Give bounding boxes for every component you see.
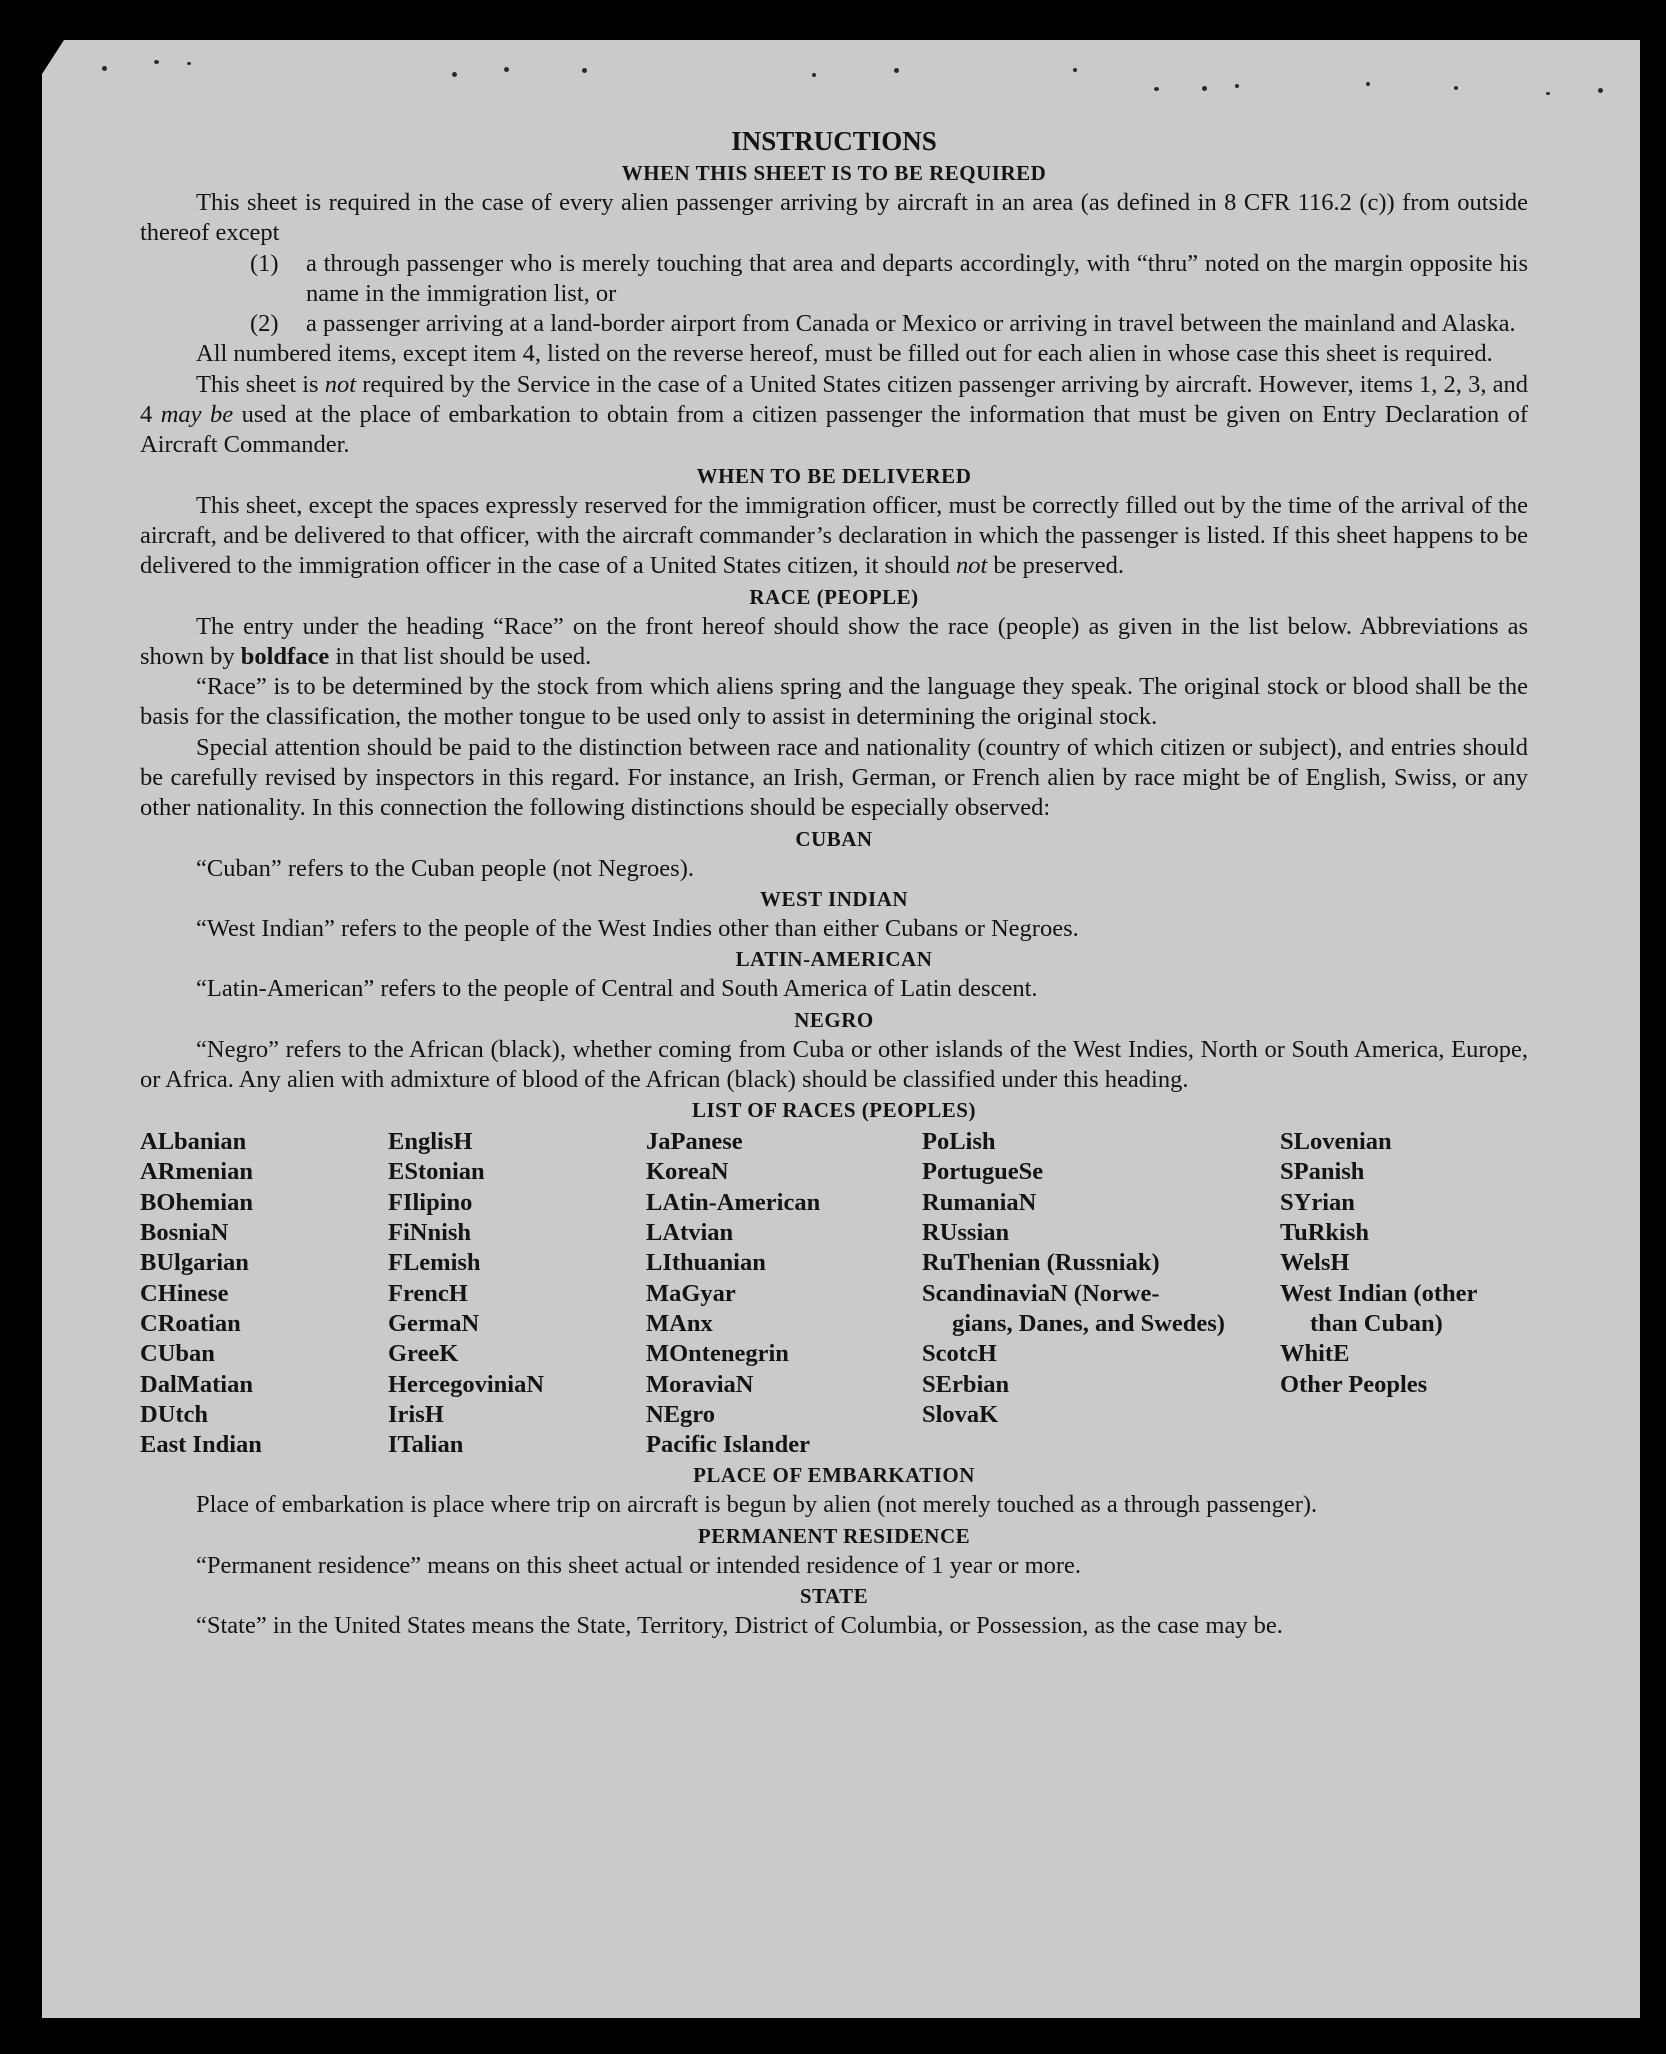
race-paragraph-1: The entry under the heading “Race” on the front hereof should show the race (people) as given in the list below. Abbreviations as shown by boldface in that list should be used. <box>140 612 1528 670</box>
heading-latin-american: LATIN-AMERICAN <box>735 947 933 972</box>
race-item: BosniaN <box>140 1219 229 1247</box>
heading-race: RACE (PEOPLE) <box>749 584 919 609</box>
race-item: RUssian <box>922 1219 1010 1247</box>
citizen-paragraph: This sheet is not required by the Service in the case of a United States citizen passenger arriving by aircraft. However, items 1, 2, 3, and 4 may be used at the place of embarkation to obtain from a citizen passenger the information that must be given on Entry Declaration of Aircraft Commander. <box>140 370 1529 459</box>
race-item: MoraviaN <box>646 1370 754 1398</box>
definition-cuban: “Cuban” refers to the Cuban people (not Negroes). <box>196 854 694 882</box>
race-item: CHinese <box>140 1279 229 1307</box>
race-item-west-indian: West Indian (other than Cuban) <box>1280 1279 1478 1337</box>
race-item: SLovenian <box>1280 1128 1392 1156</box>
heading-west-indian: WEST INDIAN <box>759 886 909 911</box>
race-item: JaPanese <box>646 1128 743 1156</box>
race-column-5 <box>1280 1127 1528 1460</box>
heading-permanent-residence: PERMANENT RESIDENCE <box>697 1523 971 1548</box>
race-item: Other Peoples <box>1280 1370 1428 1398</box>
race-item: PortugueSe <box>922 1158 1044 1186</box>
race-item: CUban <box>140 1340 215 1368</box>
race-item: LIthuanian <box>646 1249 766 1277</box>
race-item: SPanish <box>1280 1158 1365 1186</box>
numbered-items-paragraph: All numbered items, except item 4, listed on the reverse hereof, must be filled out for each alien in whose case this sheet is required. <box>196 340 1493 368</box>
race-item: EStonian <box>388 1158 485 1186</box>
heading-list-of-races: LIST OF RACES (PEOPLES) <box>692 1098 976 1123</box>
permanent-residence-text: “Permanent residence” means on this sheet actual or intended residence of 1 year or more. <box>196 1551 1082 1579</box>
race-item: SlovaK <box>922 1400 999 1428</box>
race-item: ARmenian <box>140 1158 253 1186</box>
heading-when-required: WHEN THIS SHEET IS TO BE REQUIRED <box>621 161 1047 185</box>
race-item: WhitE <box>1280 1340 1350 1368</box>
race-column-2 <box>388 1127 646 1460</box>
heading-when-delivered: WHEN TO BE DELIVERED <box>696 463 972 488</box>
race-item: DalMatian <box>140 1370 253 1398</box>
race-item: FiNnish <box>388 1219 472 1247</box>
state-text: “State” in the United States means the State, Territory, District of Columbia, or Possession, as the case may be. <box>196 1611 1283 1639</box>
page-title: INSTRUCTIONS <box>731 126 937 156</box>
when-required-intro: This sheet is required in the case of every alien passenger arriving by aircraft in an area (as defined in 8 CFR 116.2 (c)) from outside thereof except <box>140 189 1528 247</box>
heading-state: STATE <box>799 1583 869 1608</box>
definition-negro: “Negro” refers to the African (black), whether coming from Cuba or other islands of the West Indies, North or South America, Europe, or Africa. Any alien with admixture of blood of the African (black) should be classified under this heading. <box>140 1035 1528 1093</box>
race-item: TuRkish <box>1280 1219 1370 1247</box>
race-item: GermaN <box>388 1309 480 1337</box>
race-item: ALbanian <box>140 1128 247 1156</box>
race-item: RumaniaN <box>922 1188 1037 1216</box>
race-item: SErbian <box>922 1370 1010 1398</box>
race-item: RuThenian (Russniak) <box>922 1249 1160 1277</box>
scan-artifacts <box>42 40 1640 120</box>
race-item: FrencH <box>388 1279 468 1307</box>
race-item: Pacific Islander <box>646 1431 810 1459</box>
race-item: WelsH <box>1280 1249 1350 1277</box>
heading-negro: NEGRO <box>794 1007 874 1032</box>
race-column-3 <box>646 1127 922 1460</box>
race-item: FIlipino <box>388 1188 473 1216</box>
race-item: SYrian <box>1280 1188 1355 1216</box>
race-item: KoreaN <box>646 1158 729 1186</box>
race-paragraph-3: Special attention should be paid to the distinction between race and nationality (country of which citizen or subject), and entries should be carefully revised by inspectors in this regard. For instance, an Irish, German, or French alien by race might be of English, Swiss, or any other nationality. In this connection the following distinctions should be especially observed: <box>140 733 1528 822</box>
race-item-scandinavian: ScandinaviaN (Norwe- gians, Danes, and Swedes) <box>922 1279 1225 1337</box>
instructions-content <box>140 124 1528 1641</box>
race-item: DUtch <box>140 1400 209 1428</box>
place-of-embarkation-text: Place of embarkation is place where trip on aircraft is begun by alien (not merely touched as a through passenger). <box>196 1491 1318 1519</box>
race-item: ScotcH <box>922 1340 997 1368</box>
when-delivered-paragraph: This sheet, except the spaces expressly reserved for the immigration officer, must be correctly filled out by the time of the arrival of the aircraft, and be delivered to that officer, with the aircraft commander’s declaration in which the passenger is listed. If this sheet happens to be delivered to the immigration officer in the case of a United States citizen, it should not be preserved. <box>140 491 1528 580</box>
race-item: EnglisH <box>388 1128 473 1156</box>
race-item: HercegoviniaN <box>388 1370 545 1398</box>
race-item: ITalian <box>388 1431 464 1459</box>
race-item: LAtin-American <box>646 1188 821 1216</box>
race-item: FLemish <box>388 1249 481 1277</box>
heading-cuban: CUBAN <box>795 826 873 851</box>
race-item: BOhemian <box>140 1188 253 1216</box>
race-item: East Indian <box>140 1431 262 1459</box>
race-paragraph-2: “Race” is to be determined by the stock from which aliens spring and the language they speak. The original stock or blood shall be the basis for the classification, the mother tongue to be used only to assist in determining the original stock. <box>140 673 1528 731</box>
definition-west-indian: “West Indian” refers to the people of the West Indies other than either Cubans or Negroes. <box>196 914 1079 942</box>
race-item: LAtvian <box>646 1219 734 1247</box>
race-item: IrisH <box>388 1400 444 1428</box>
race-item: PoLish <box>922 1128 996 1156</box>
race-column-1 <box>140 1127 388 1460</box>
heading-place-of-embarkation: PLACE OF EMBARKATION <box>693 1463 975 1488</box>
race-item: MaGyar <box>646 1279 736 1307</box>
race-item: BUlgarian <box>140 1249 249 1277</box>
race-item: MOntenegrin <box>646 1340 789 1368</box>
exception-item-1: (1) a through passenger who is merely touching that area and departs accordingly, with “thru” noted on the margin opposite his name in the immigration list, or <box>250 249 1528 307</box>
race-item: NEgro <box>646 1400 715 1428</box>
race-item: CRoatian <box>140 1309 241 1337</box>
race-list <box>140 1127 1528 1460</box>
race-item: GreeK <box>388 1340 459 1368</box>
exception-item-2: (2) a passenger arriving at a land-border airport from Canada or Mexico or arriving in travel between the mainland and Alaska. <box>250 310 1516 338</box>
race-column-4 <box>922 1127 1280 1460</box>
definition-latin-american: “Latin-American” refers to the people of Central and South America of Latin descent. <box>196 975 1038 1003</box>
race-item: MAnx <box>646 1309 713 1337</box>
document-sheet <box>42 40 1640 2018</box>
